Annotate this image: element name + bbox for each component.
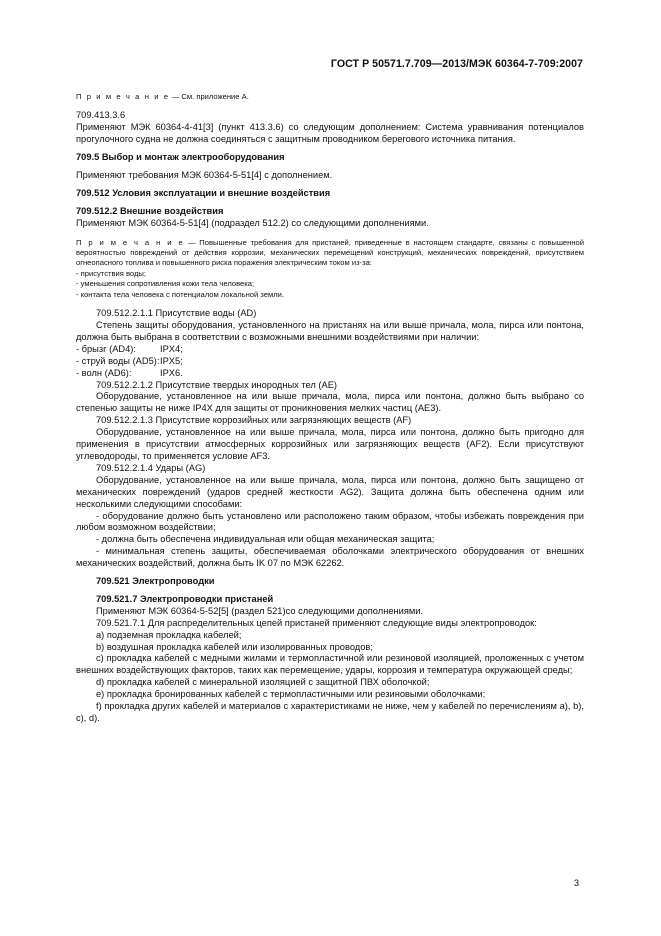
ad-label: - брызг (AD4): bbox=[76, 343, 136, 354]
list-item: d) прокладка кабелей с минеральной изоляцией с защитной ПВХ оболочкой; bbox=[96, 677, 430, 688]
heading-709-512-2-1-4: 709.512.2.1.4 Удары (AG) bbox=[96, 462, 206, 473]
list-item: - должна быть обеспечена индивидуальная или общая механическая защита; bbox=[96, 534, 435, 545]
list-item: - оборудование должно быть установлено или расположено таким образом, чтобы избежать повреждения при любом возможном воздействии; bbox=[76, 510, 584, 533]
note-1-text: — См. приложение А. bbox=[169, 92, 249, 101]
ad-label: - волн (AD6): bbox=[76, 367, 132, 378]
list-item: a) подземная прокладка кабелей; bbox=[96, 629, 242, 640]
heading-709-512-2-1-3: 709.512.2.1.3 Присутствие коррозийных или загрязняющих веществ (AF) bbox=[96, 415, 412, 426]
document-header: ГОСТ Р 50571.7.709—2013/МЭК 60364-7-709:2007 bbox=[330, 58, 583, 70]
ad-value: IPX5; bbox=[160, 355, 183, 366]
paragraph-709-512-2-1-2: Оборудование, установленное на или выше причала, мола, пирса или понтона, должно быть выбрано со степенью защиты не ниже IP4X для защиты от проникновения мелких частиц (AE3). bbox=[76, 391, 584, 414]
heading-709-512-2-1-2: 709.512.2.1.2 Присутствие твердых инородных тел (AE) bbox=[96, 379, 338, 390]
paragraph-709-413-3-6: Применяют МЭК 60364-4-41[3] (пункт 413.3.6) со следующим дополнением: Система уравнивания потенциалов прогулочного судна не должна соединяться с защитным проводником берегового источника питания. bbox=[76, 122, 584, 145]
list-item bbox=[76, 368, 584, 380]
note-2-text: — Повышенные требования для пристаней, приведенные в настоящем стандарте, связаны с повышенной вероятностью повреждений от действия коррозии, механических перемещений конструкций, механических повреждений, присутствием огнеопасного топлива и повышенного риска поражения электрическим током из-за: bbox=[76, 237, 584, 268]
list-item: - контакта тела человека с потенциалом локальной земли. bbox=[76, 289, 285, 299]
ad-value: IPX6. bbox=[160, 367, 183, 378]
note-1-label: П р и м е ч а н и е bbox=[76, 92, 170, 101]
heading-709-512-2: 709.512.2 Внешние воздействия bbox=[76, 205, 224, 216]
list-item: - уменьшения сопротивления кожи тела человека; bbox=[76, 279, 255, 289]
list-item: b) воздушная прокладка кабелей или изолированных проводов; bbox=[96, 641, 373, 652]
paragraph-709-521-7-1: 709.521.7.1 Для распределительных цепей пристаней применяют следующие виды электропроводок: bbox=[96, 617, 537, 628]
list-item: - минимальная степень защиты, обеспечиваемая оболочками электрического оборудования от внешних механических воздействий, должна быть IK 07 по МЭК 62262. bbox=[76, 546, 584, 569]
heading-709-512: 709.512 Условия эксплуатации и внешние воздействия bbox=[76, 187, 331, 198]
paragraph-709-521-7: Применяют МЭК 60364-5-52[5] (раздел 521)со следующими дополнениями. bbox=[96, 605, 424, 616]
note-2 bbox=[76, 238, 584, 269]
list-item bbox=[76, 356, 584, 368]
paragraph-709-5: Применяют требования МЭК 60364-5-51[4] с дополнением. bbox=[76, 170, 333, 181]
paragraph-709-512-2-1-1: Степень защиты оборудования, установленного на пристанях на или выше причала, мола, пирса или понтона, должна быть выбрана в соответствии с возможными внешними воздействиями при наличии: bbox=[76, 320, 584, 342]
list-item: c) прокладка кабелей с медными жилами и термопластичной или резиновой изоляцией, проложенных с учетом внешних воздействующих факторов, таких как перемещение, удары, коррозия и температура окружающей среды; bbox=[76, 653, 584, 676]
paragraph-709-512-2-1-4: Оборудование, установленное на или выше причала, мола, пирса или понтона, должно быть защищено от механических повреждений (ударов средней жесткости AG2). Защита должна быть обеспечена одним или несколькими следующими способами: bbox=[76, 474, 584, 509]
list-item: - присутствия воды; bbox=[76, 268, 146, 278]
heading-709-512-2-1-1: 709.512.2.1.1 Присутствие воды (AD) bbox=[96, 308, 257, 319]
note-2-label: П р и м е ч а н и е bbox=[76, 237, 185, 247]
paragraph-709-512-2-1-3: Оборудование, установленное на или выше причала, мола, пирса или понтона, должно быть пригодно для применения в присутствии атмосферных коррозийных или загрязняющих веществ (AF2). Если присутствуют углеводороды, то применяется условие AF3. bbox=[76, 427, 584, 461]
section-709-413-3-6: 709.413.3.6 bbox=[76, 110, 126, 121]
heading-709-521-7: 709.521.7 Электропроводки пристаней bbox=[96, 593, 274, 604]
page-number: 3 bbox=[573, 878, 579, 888]
list-item: f) прокладка других кабелей и материалов с характеристиками не ниже, чем у кабелей по перечислениям a), b), c), d). bbox=[76, 701, 584, 723]
paragraph-709-512-2: Применяют МЭК 60364-5-51[4] (подраздел 512.2) со следующими дополнениями. bbox=[76, 217, 429, 228]
heading-709-521: 709.521 Электропроводки bbox=[96, 576, 215, 587]
note-1 bbox=[76, 92, 584, 102]
heading-709-5: 709.5 Выбор и монтаж электрооборудования bbox=[76, 152, 285, 163]
ad-value: IPX4; bbox=[160, 343, 183, 354]
list-item: e) прокладка бронированных кабелей с термопластичными или резиновыми оболочками; bbox=[96, 689, 486, 700]
list-item bbox=[76, 344, 584, 356]
ad-label: - струй воды (AD5): bbox=[76, 355, 160, 366]
page-content bbox=[76, 92, 584, 725]
